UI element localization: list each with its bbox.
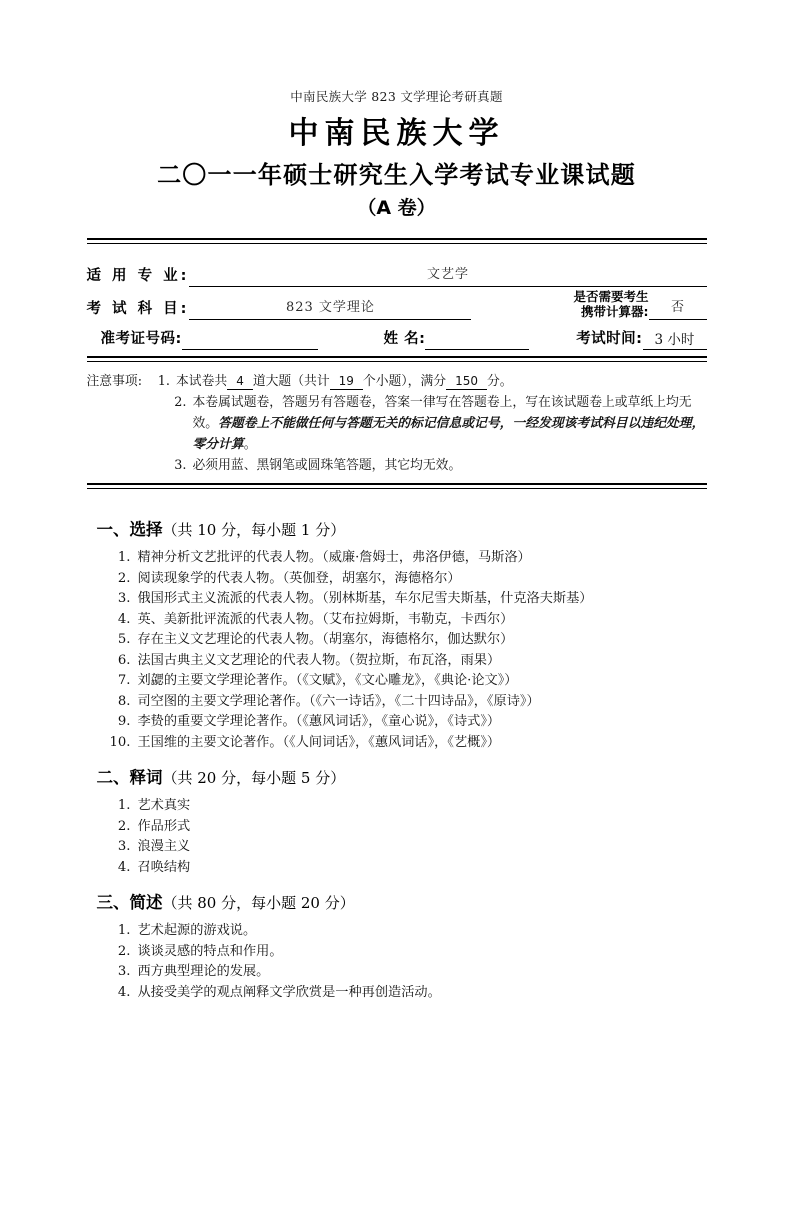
list-item xyxy=(107,817,697,838)
note-1-total-score: 150 xyxy=(446,373,487,390)
list-item xyxy=(107,962,697,983)
form-row-candidate xyxy=(87,320,707,350)
list-item xyxy=(107,589,697,610)
calculator-label-line1: 是否需要考生 xyxy=(573,289,649,304)
note-3-text: 必须用蓝、黑钢笔或圆珠笔答题，其它均无效。 xyxy=(192,458,462,473)
item-number: 9. xyxy=(117,714,131,729)
list-item xyxy=(107,712,697,733)
section-choice xyxy=(97,515,697,753)
item-number: 2. xyxy=(117,818,131,834)
subject-label: 考 试 科 目: xyxy=(86,301,190,317)
list-item xyxy=(107,671,697,692)
note-1-number: 1. xyxy=(157,374,170,389)
list-item xyxy=(107,942,697,963)
item-text: 艺术起源的游戏说。 xyxy=(137,923,257,938)
notes-title: 注意事项: xyxy=(86,374,142,389)
form-row-subject xyxy=(87,287,707,320)
duration-value: 3 小时 xyxy=(643,332,707,350)
item-text: 英、美新批评流派的代表人物。（艾布拉姆斯，韦勒克，卡西尔） xyxy=(137,611,514,627)
item-text: 刘勰的主要文学理论著作。（《文赋》，《文心雕龙》，《典论·论文》） xyxy=(137,673,518,688)
calculator-field-group xyxy=(573,289,706,320)
watermark-caption: 中南民族大学 823 文学理论考研真题 xyxy=(290,89,503,104)
section-choice-list xyxy=(97,548,697,753)
item-text: 李贽的重要文学理论著作。（《蕙风词话》，《童心说》，《诗式》） xyxy=(137,714,501,729)
section-short-answer xyxy=(97,888,697,1003)
section-terms xyxy=(97,763,697,878)
item-number: 1. xyxy=(117,550,131,565)
note-item-2 xyxy=(87,392,707,455)
note-1-big-count: 4 xyxy=(227,373,253,390)
form-row-major xyxy=(87,254,707,287)
list-item xyxy=(107,548,697,569)
note-1-text-d: 分。 xyxy=(486,374,513,389)
item-text: 法国古典主义文艺理论的代表人物。（贺拉斯，布瓦洛，雨果） xyxy=(137,652,501,668)
item-text: 谈谈灵感的特点和作用。 xyxy=(137,943,283,959)
note-item-1 xyxy=(87,371,707,392)
list-item xyxy=(107,921,697,942)
note-2-plain-text: 本卷属试题卷，答题另有答题卷，答案一律写在答题卷上，写在该试题卷上或草纸上均无效。 xyxy=(192,395,692,431)
item-text: 作品形式 xyxy=(137,818,191,834)
item-number: 1. xyxy=(117,923,131,938)
item-number: 3. xyxy=(117,839,131,854)
item-number: 10. xyxy=(109,734,131,750)
section-choice-heading xyxy=(97,515,697,545)
list-item xyxy=(107,692,697,713)
section-terms-heading-main: 二、释词 xyxy=(96,768,163,787)
item-text: 浪漫主义 xyxy=(137,839,191,854)
question-sections xyxy=(97,489,697,1003)
note-1-sub-count: 19 xyxy=(330,373,363,390)
item-number: 7. xyxy=(117,673,131,688)
section-choice-heading-main: 一、选择 xyxy=(96,520,163,539)
item-number: 2. xyxy=(117,570,131,586)
item-number: 4. xyxy=(117,984,131,1000)
section-short-answer-heading xyxy=(97,888,697,918)
item-text: 精神分析文艺批评的代表人物。（威廉·詹姆士，弗洛伊德，马斯洛） xyxy=(137,550,531,565)
section-terms-heading xyxy=(97,763,697,793)
note-1-text-c: 个小题），满分 xyxy=(362,374,447,389)
major-label: 适 用 专 业: xyxy=(86,268,190,284)
item-number: 3. xyxy=(117,591,131,606)
exam-info-form xyxy=(87,244,707,350)
exam-title: 二〇一一年硕士研究生入学考试专业课试题 xyxy=(157,161,636,189)
list-item xyxy=(107,651,697,672)
section-short-answer-heading-main: 三、简述 xyxy=(96,893,163,912)
note-1-text-a: 本试卷共 xyxy=(176,374,228,389)
major-value[interactable]: 文艺学 xyxy=(189,265,706,287)
paper-version-label: （A 卷） xyxy=(357,197,436,219)
item-text: 艺术真实 xyxy=(137,798,191,813)
section-short-answer-list xyxy=(97,921,697,1003)
list-item xyxy=(107,569,697,590)
calculator-label xyxy=(573,289,648,320)
item-text: 存在主义文艺理论的代表人物。（胡塞尔，海德格尔，伽达默尔） xyxy=(137,632,514,647)
exam-notes xyxy=(87,362,707,476)
calculator-label-line2: 携带计算器: xyxy=(581,304,649,319)
subject-value[interactable]: 823 文学理论 xyxy=(189,298,471,320)
list-item xyxy=(107,796,697,817)
list-item xyxy=(107,983,697,1004)
item-text: 俄国形式主义流派的代表人物。（别林斯基，车尔尼雪夫斯基，什克洛夫斯基） xyxy=(137,591,593,606)
note-2-tail: 。 xyxy=(243,437,257,452)
note-2-emphasis-text: 答题卷上不能做任何与答题无关的标记信息或记号，一经发现该考试科目以违纪处理，零分计算 xyxy=(192,416,705,452)
item-number: 8. xyxy=(117,693,131,709)
document-header xyxy=(0,88,793,222)
duration-label: 考试时间: xyxy=(576,331,643,347)
item-number: 2. xyxy=(117,943,131,959)
item-text: 召唤结构 xyxy=(137,859,191,875)
item-number: 4. xyxy=(117,859,131,875)
note-2-body xyxy=(193,392,707,455)
list-item xyxy=(107,733,697,754)
item-number: 6. xyxy=(117,652,131,668)
admit-number-value[interactable] xyxy=(182,332,318,350)
admit-number-label: 准考证号码: xyxy=(100,331,182,347)
name-label: 姓 名: xyxy=(383,331,426,347)
list-item xyxy=(107,610,697,631)
admit-number-field xyxy=(101,327,318,350)
item-number: 5. xyxy=(117,632,131,647)
list-item xyxy=(107,837,697,858)
item-text: 从接受美学的观点阐释文学欣赏是一种再创造活动。 xyxy=(137,984,441,1000)
list-item xyxy=(107,630,697,651)
item-text: 西方典型理论的发展。 xyxy=(137,964,270,979)
section-terms-list xyxy=(97,796,697,878)
item-number: 1. xyxy=(117,798,131,813)
section-choice-heading-score: （共 10 分，每小题 1 分） xyxy=(162,521,346,539)
note-1-body xyxy=(176,371,707,392)
item-number: 3. xyxy=(117,964,131,979)
item-text: 司空图的主要文学理论著作。（《六一诗话》，《二十四诗品》，《原诗》） xyxy=(137,693,540,709)
duration-field xyxy=(576,327,706,350)
note-2-number: 2. xyxy=(174,395,187,410)
note-1-text-b: 道大题（共计 xyxy=(252,374,330,389)
note-item-3 xyxy=(87,455,707,476)
name-value[interactable] xyxy=(425,332,529,350)
university-name: 中南民族大学 xyxy=(288,116,505,151)
name-field xyxy=(384,327,530,350)
calculator-value[interactable]: 否 xyxy=(649,298,707,320)
exam-paper-page xyxy=(0,88,793,1210)
section-short-answer-heading-score: （共 80 分，每小题 20 分） xyxy=(162,894,355,912)
list-item xyxy=(107,858,697,879)
section-terms-heading-score: （共 20 分，每小题 5 分） xyxy=(162,769,346,787)
item-text: 王国维的主要文论著作。（《人间词话》，《蕙风词话》，《艺概》） xyxy=(137,734,501,750)
item-text: 阅读现象学的代表人物。（英伽登，胡塞尔，海德格尔） xyxy=(137,570,461,586)
item-number: 4. xyxy=(117,611,131,627)
note-3-number: 3. xyxy=(174,458,187,473)
